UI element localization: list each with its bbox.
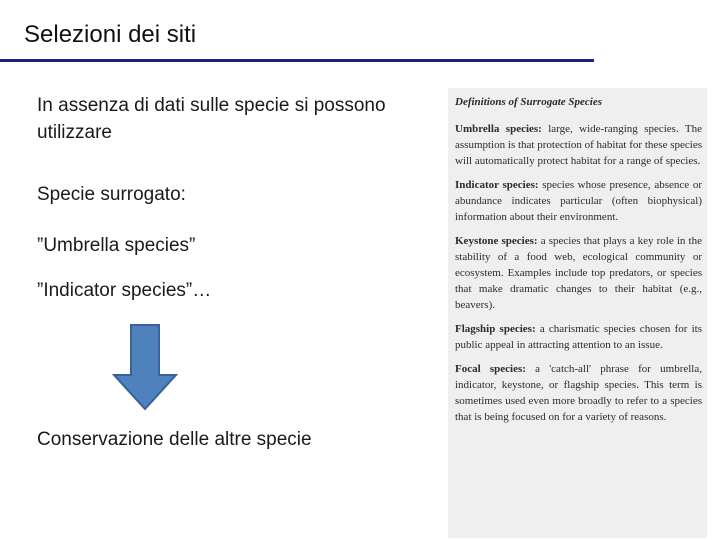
title-underline [0, 59, 594, 62]
definition-text: a 'catch-all' phrase for umbrella, indicator, keystone, or flagship species. This term is sometimes used even more broadly to refer to a species that is being focused on for a variety of reasons. [455, 363, 702, 423]
definition-focal [455, 361, 702, 425]
definition-flagship [455, 321, 702, 353]
definition-term: Focal species: [455, 363, 526, 375]
definition-term: Umbrella species: [455, 123, 542, 135]
definition-term: Flagship species: [455, 323, 536, 335]
arrow-down-icon [112, 323, 178, 411]
definition-umbrella [455, 121, 702, 169]
definitions-heading: Definitions of Surrogate Species [455, 96, 602, 108]
intro-line: In assenza di dati sulle specie si possono [37, 95, 386, 116]
surrogate-definitions-panel [448, 88, 707, 538]
indicator-item: ”Indicator species”… [37, 280, 212, 301]
surrogate-heading: Specie surrogato: [37, 184, 186, 205]
definition-text: a species that plays a key role in the stability of a food web, ecological community or ecosystem. Examples include top predators, or species that make dramatic changes to their habitat (e.g., beavers). [455, 235, 702, 311]
definition-indicator [455, 177, 702, 225]
conclusion-line: Conservazione delle altre specie [37, 429, 312, 450]
definition-text: species whose presence, absence or abundance indicates particular (often biophysical) information about their environment. [455, 179, 702, 223]
definition-term: Keystone species: [455, 235, 538, 247]
definition-term: Indicator species: [455, 179, 539, 191]
definition-keystone [455, 233, 702, 313]
definition-text: large, wide-ranging species. The assumption is that protection of habitat for these species will automatically protect habitat for a range of species. [455, 123, 702, 167]
definition-text: a charismatic species chosen for its public appeal in attracting attention to an issue. [455, 323, 702, 351]
slide-title: Selezioni dei siti [24, 21, 197, 48]
umbrella-item: ”Umbrella species” [37, 235, 196, 256]
intro-line-continued: utilizzare [37, 122, 112, 143]
